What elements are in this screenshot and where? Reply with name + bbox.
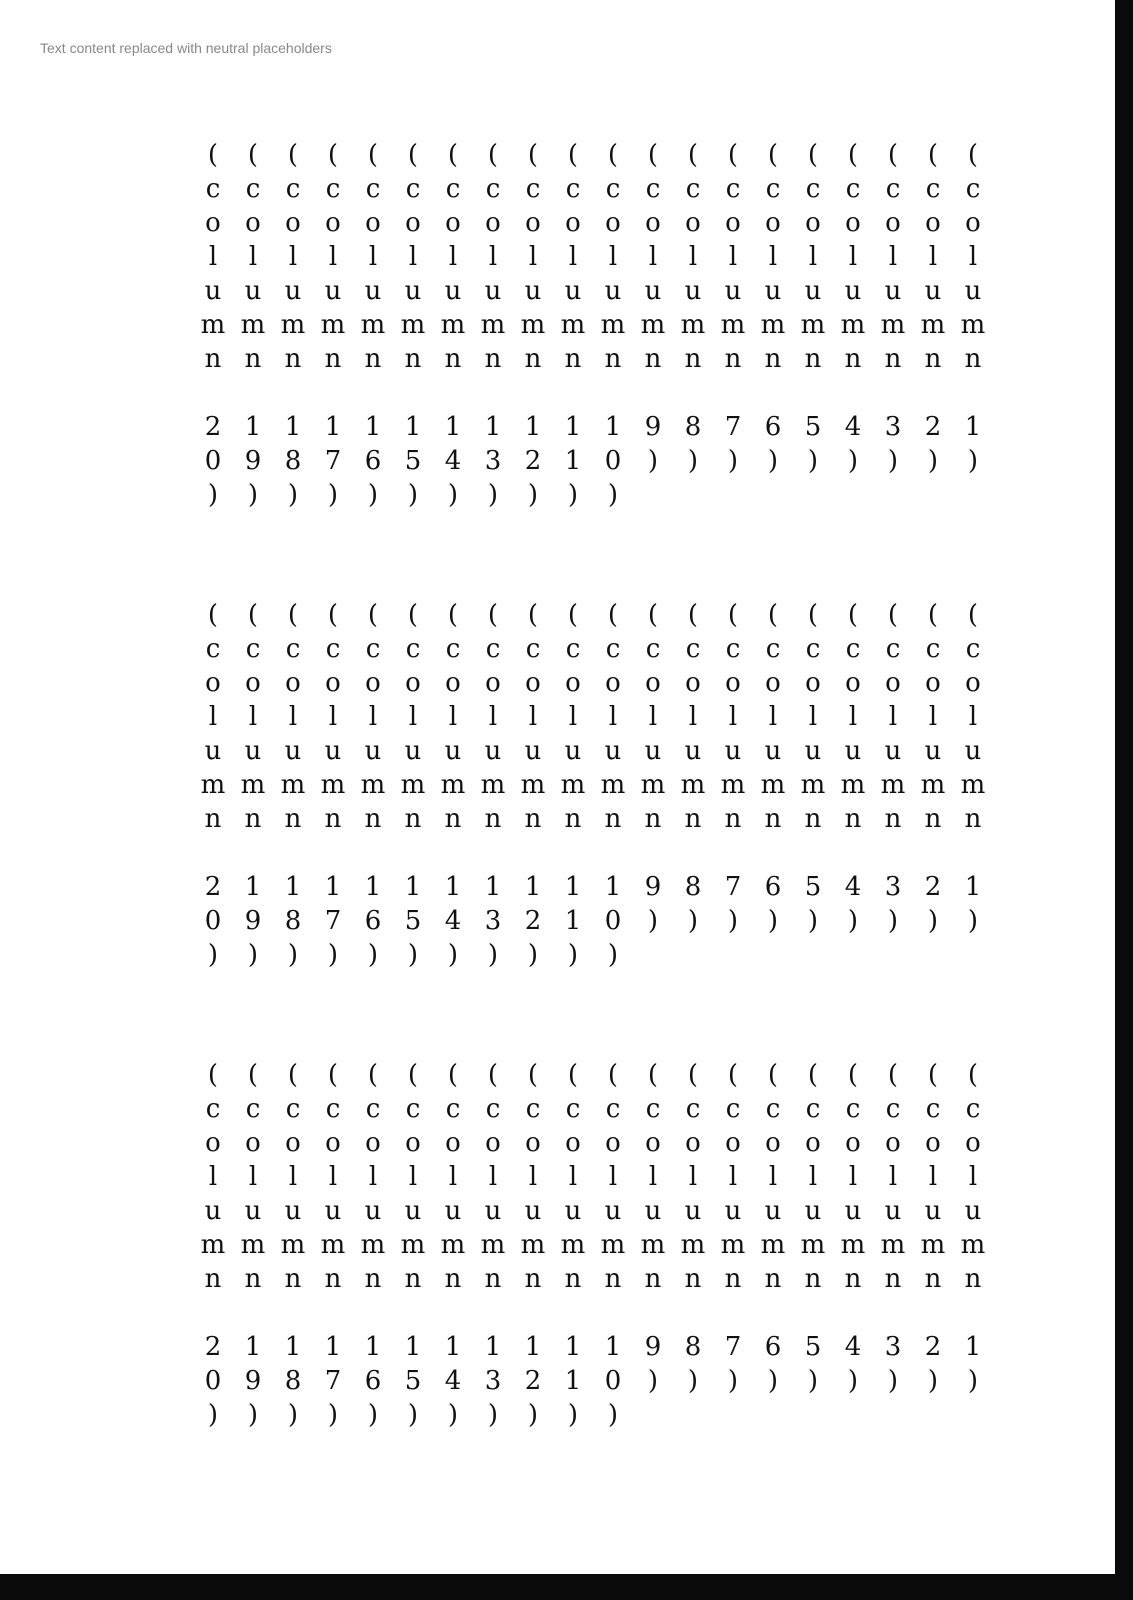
text-column: (column 17) <box>318 140 348 514</box>
text-column: (column 18) <box>278 600 308 974</box>
text-column: (column 18) <box>278 1060 308 1434</box>
text-column: (column 20) <box>198 600 228 974</box>
text-column: (column 17) <box>318 600 348 974</box>
text-column: (column 17) <box>318 1060 348 1434</box>
text-column: (column 13) <box>478 600 508 974</box>
text-column: (column 7) <box>718 140 748 480</box>
text-column: (column 16) <box>358 1060 388 1434</box>
text-column: (column 4) <box>838 1060 868 1400</box>
text-column: (column 12) <box>518 140 548 514</box>
text-column: (column 8) <box>678 600 708 940</box>
text-column: (column 10) <box>598 600 628 974</box>
text-column: (column 18) <box>278 140 308 514</box>
text-column: (column 2) <box>918 1060 948 1400</box>
text-column: (column 4) <box>838 600 868 940</box>
text-column: (column 2) <box>918 600 948 940</box>
text-column: (column 14) <box>438 140 468 514</box>
text-column: (column 16) <box>358 600 388 974</box>
text-column: (column 5) <box>798 1060 828 1400</box>
text-column: (column 7) <box>718 600 748 940</box>
text-tier-middle <box>130 600 990 1020</box>
text-column: (column 11) <box>558 600 588 974</box>
text-column: (column 6) <box>758 1060 788 1400</box>
text-column: (column 5) <box>798 140 828 480</box>
text-column: (column 9) <box>638 600 668 940</box>
text-column: (column 8) <box>678 1060 708 1400</box>
text-column: (column 20) <box>198 1060 228 1434</box>
text-column: (column 14) <box>438 600 468 974</box>
scan-border-bottom <box>0 1574 1133 1600</box>
text-column: (column 19) <box>238 1060 268 1434</box>
text-column: (column 19) <box>238 140 268 514</box>
text-column: (column 4) <box>838 140 868 480</box>
text-column: (column 3) <box>878 140 908 480</box>
scan-border-right <box>1115 0 1133 1600</box>
text-column: (column 12) <box>518 1060 548 1434</box>
text-column: (column 9) <box>638 140 668 480</box>
text-column: (column 11) <box>558 1060 588 1434</box>
text-column: (column 5) <box>798 600 828 940</box>
text-column: (column 8) <box>678 140 708 480</box>
text-column: (column 16) <box>358 140 388 514</box>
text-column: (column 12) <box>518 600 548 974</box>
text-column: (column 9) <box>638 1060 668 1400</box>
text-column: (column 11) <box>558 140 588 514</box>
text-column: (column 1) <box>958 1060 988 1400</box>
text-column: (column 1) <box>958 600 988 940</box>
text-column: (column 6) <box>758 140 788 480</box>
text-column: (column 6) <box>758 600 788 940</box>
placeholder-note: Text content replaced with neutral placeholders <box>40 40 332 56</box>
text-tier-bottom <box>130 1060 990 1480</box>
text-column: (column 1) <box>958 140 988 480</box>
text-column: (column 19) <box>238 600 268 974</box>
text-column: (column 13) <box>478 1060 508 1434</box>
text-column: (column 20) <box>198 140 228 514</box>
text-column: (column 13) <box>478 140 508 514</box>
text-column: (column 15) <box>398 140 428 514</box>
text-tier-top <box>130 140 990 560</box>
text-column: (column 15) <box>398 1060 428 1434</box>
text-column: (column 2) <box>918 140 948 480</box>
text-column: (column 14) <box>438 1060 468 1434</box>
text-column: (column 10) <box>598 1060 628 1434</box>
text-column: (column 7) <box>718 1060 748 1400</box>
text-column: (column 3) <box>878 600 908 940</box>
text-column: (column 3) <box>878 1060 908 1400</box>
text-column: (column 10) <box>598 140 628 514</box>
text-column: (column 15) <box>398 600 428 974</box>
